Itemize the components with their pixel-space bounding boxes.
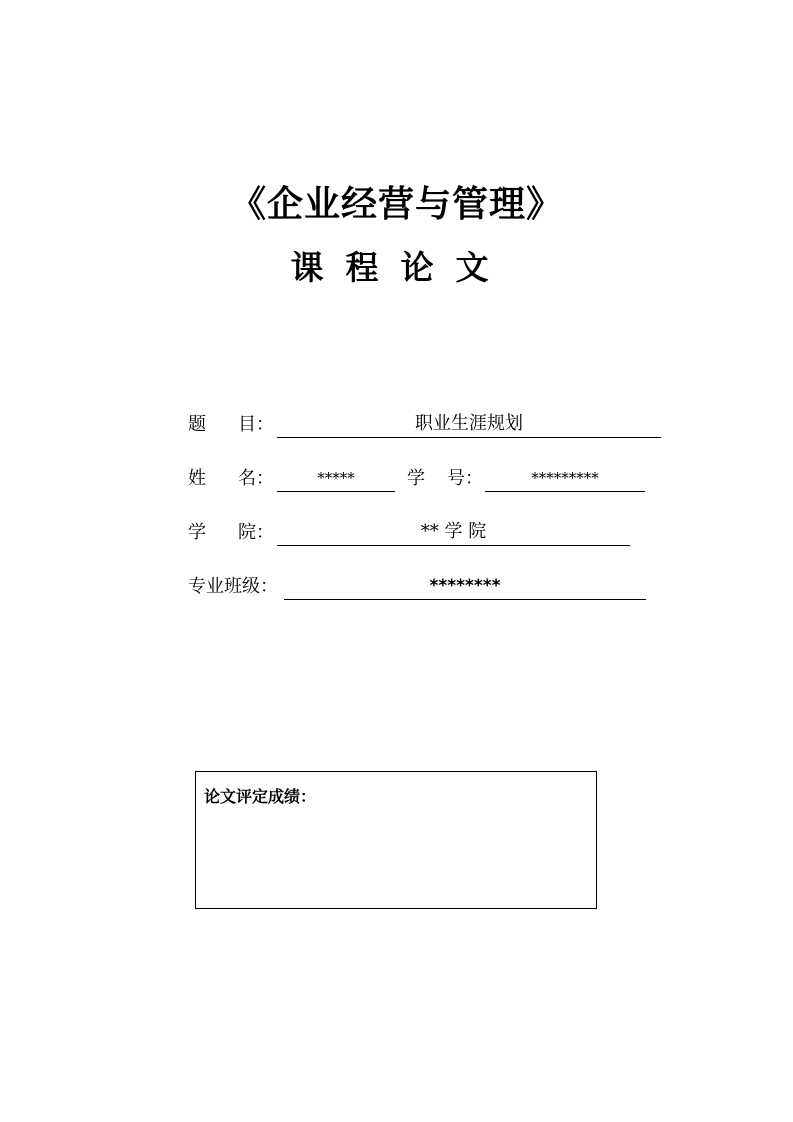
name-label-char-1: 姓 <box>188 468 206 489</box>
student-id-field <box>485 467 645 492</box>
major-class-field <box>284 575 646 600</box>
name-label-char-2: 名： <box>238 468 274 489</box>
student-id-label-char-2: 号： <box>447 468 483 489</box>
topic-field <box>277 413 661 438</box>
topic-value: 职业生涯规划 <box>415 413 523 434</box>
college-value: ** 学 院 <box>420 521 487 542</box>
topic-label-char-2: 目： <box>238 414 274 435</box>
student-id-label-char-1: 学 <box>407 468 425 489</box>
grade-box <box>195 771 597 909</box>
college-label-char-1: 学 <box>188 522 206 543</box>
course-title: 《企业经营与管理》 <box>229 183 563 225</box>
college-label-char-2: 院： <box>238 522 274 543</box>
name-field <box>277 467 395 492</box>
document-type-title: 课程论文 <box>290 248 511 287</box>
major-class-label: 专业班级： <box>188 576 278 597</box>
grade-label: 论文评定成绩： <box>204 787 317 806</box>
major-class-value: ******** <box>429 576 501 596</box>
student-id-value: ********* <box>531 469 599 487</box>
college-field <box>277 521 630 546</box>
topic-label-char-1: 题 <box>188 414 206 435</box>
name-value: ***** <box>317 469 355 487</box>
